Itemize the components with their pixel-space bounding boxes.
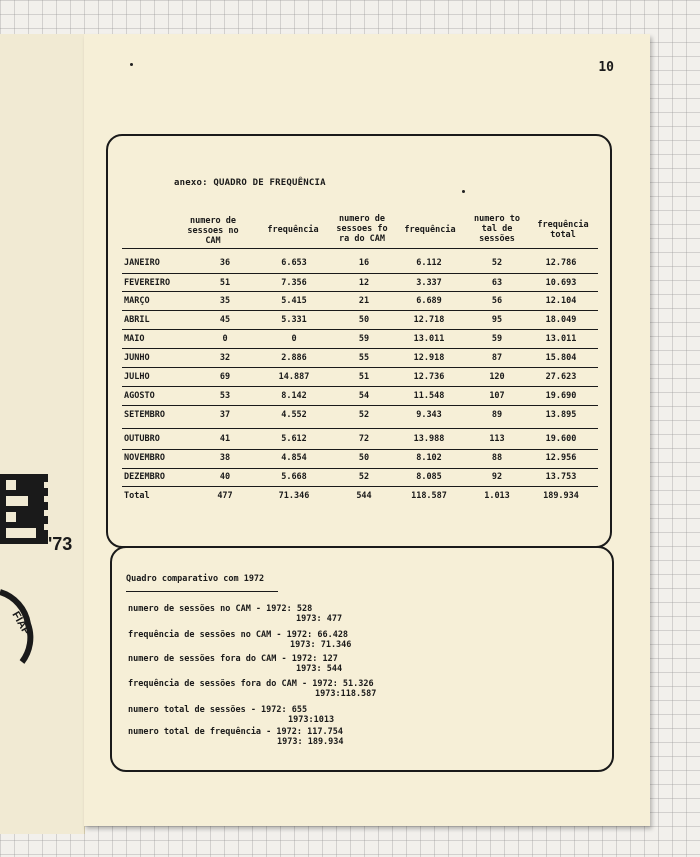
- header-line: sessoes no: [187, 226, 239, 236]
- month-cell: JANEIRO: [124, 258, 160, 268]
- table-rule: [122, 248, 598, 249]
- sessions-total-cell: 107: [489, 391, 505, 401]
- sessions-fora-cell: 55: [358, 353, 370, 363]
- sessions-cam-cell: 35: [219, 296, 231, 306]
- sessions-total-cell: 63: [491, 278, 503, 288]
- freq-fora-cell: 12.736: [413, 372, 445, 382]
- sessions-total-cell: 1.013: [484, 491, 510, 501]
- sessions-fora-cell: 59: [358, 334, 370, 344]
- freq-cam-cell: 14.887: [278, 372, 310, 382]
- freq-fora-cell: 11.548: [413, 391, 445, 401]
- sessions-total-cell: 87: [491, 353, 503, 363]
- freq-cam-cell: 0: [291, 334, 297, 344]
- freq-total-cell: 12.786: [545, 258, 577, 268]
- header-total-sessoes: [464, 214, 530, 244]
- festival-logo: [0, 474, 80, 684]
- sessions-cam-cell: 41: [219, 434, 231, 444]
- page-number: 10: [598, 60, 614, 75]
- freq-total-cell: 13.011: [545, 334, 577, 344]
- header-sessoes-fora: [326, 214, 398, 244]
- document-page: [84, 34, 650, 826]
- svg-text:'73: '73: [48, 534, 73, 554]
- sessions-fora-cell: 52: [358, 410, 370, 420]
- freq-fora-cell: 8.085: [416, 472, 442, 482]
- comparison-sub: 1973: 544: [296, 664, 343, 674]
- comparison-line: numero de sessões no CAM - 1972: 528: [128, 604, 313, 614]
- header-sessoes-no-cam: [178, 216, 248, 246]
- svg-text:FIAF: FIAF: [9, 609, 33, 637]
- month-cell: NOVEMBRO: [124, 453, 165, 463]
- header-freq-fora: frequência: [404, 225, 456, 235]
- freq-cam-cell: 6.653: [281, 258, 307, 268]
- total-row: [122, 487, 598, 505]
- sessions-cam-cell: 0: [222, 334, 228, 344]
- freq-fora-cell: 12.718: [413, 315, 445, 325]
- freq-total-cell: 13.895: [545, 410, 577, 420]
- comparison-line: numero total de sessões - 1972: 655: [128, 705, 308, 715]
- header-line: ra do CAM: [338, 234, 386, 244]
- table-row: [122, 274, 598, 292]
- sessions-fora-cell: 50: [358, 453, 370, 463]
- comparison-line: frequência de sessões no CAM - 1972: 66.428: [128, 630, 349, 640]
- month-cell: JULHO: [124, 372, 150, 382]
- table-row: [122, 387, 598, 405]
- table-row: [122, 330, 598, 348]
- table-row: [122, 254, 598, 272]
- table-row: [122, 349, 598, 367]
- freq-fora-cell: 12.918: [413, 353, 445, 363]
- sessions-total-cell: 120: [489, 372, 505, 382]
- freq-fora-cell: 9.343: [416, 410, 442, 420]
- sessions-total-cell: 95: [491, 315, 503, 325]
- sessions-cam-cell: 51: [219, 278, 231, 288]
- sessions-total-cell: 59: [491, 334, 503, 344]
- month-cell: JUNHO: [124, 353, 150, 363]
- sessions-fora-cell: 52: [358, 472, 370, 482]
- freq-total-cell: 18.049: [545, 315, 577, 325]
- header-line: sessões: [479, 234, 515, 244]
- freq-cam-cell: 5.612: [281, 434, 307, 444]
- freq-fora-cell: 6.112: [416, 258, 442, 268]
- sessions-cam-cell: 37: [219, 410, 231, 420]
- sessions-total-cell: 113: [489, 434, 505, 444]
- comparison-line: frequência de sessões fora do CAM - 1972: 51.326: [128, 679, 374, 689]
- header-line: numero to: [473, 214, 521, 224]
- freq-total-cell: 15.804: [545, 353, 577, 363]
- table-row: [122, 368, 598, 386]
- freq-cam-cell: 7.356: [281, 278, 307, 288]
- sessions-total-cell: 52: [491, 258, 503, 268]
- freq-fora-cell: 13.988: [413, 434, 445, 444]
- table-rule: [122, 428, 598, 429]
- sessions-cam-cell: 36: [219, 258, 231, 268]
- header-line: numero de: [338, 214, 386, 224]
- table-row: [122, 430, 598, 448]
- sessions-cam-cell: 38: [219, 453, 231, 463]
- freq-total-cell: 12.104: [545, 296, 577, 306]
- sessions-fora-cell: 12: [358, 278, 370, 288]
- comparison-title: Quadro comparativo com 1972: [126, 574, 265, 584]
- sessions-cam-cell: 45: [219, 315, 231, 325]
- freq-cam-cell: 5.331: [281, 315, 307, 325]
- sessions-total-cell: 89: [491, 410, 503, 420]
- freq-total-cell: 12.956: [545, 453, 577, 463]
- table-row: [122, 311, 598, 329]
- freq-fora-cell: 13.011: [413, 334, 445, 344]
- freq-fora-cell: 118.587: [411, 491, 447, 501]
- comparison-box: [110, 546, 614, 772]
- freq-cam-cell: 5.668: [281, 472, 307, 482]
- sessions-total-cell: 88: [491, 453, 503, 463]
- sessions-cam-cell: 477: [217, 491, 233, 501]
- table-row: [122, 468, 598, 486]
- sessions-fora-cell: 544: [356, 491, 372, 501]
- comparison-sub: 1973:1013: [288, 715, 335, 725]
- month-cell: MAIO: [124, 334, 145, 344]
- title-underline: [126, 591, 278, 592]
- sessions-cam-cell: 53: [219, 391, 231, 401]
- annex-title: anexo: QUADRO DE FREQUÊNCIA: [174, 178, 326, 188]
- month-cell: OUTUBRO: [124, 434, 160, 444]
- sessions-fora-cell: 54: [358, 391, 370, 401]
- month-cell: MARÇO: [124, 296, 150, 306]
- comparison-line: numero total de frequência - 1972: 117.754: [128, 727, 343, 737]
- header-line: CAM: [205, 236, 221, 246]
- freq-total-cell: 10.693: [545, 278, 577, 288]
- comparison-sub: 1973: 477: [296, 614, 343, 624]
- freq-cam-cell: 8.142: [281, 391, 307, 401]
- sessions-fora-cell: 72: [358, 434, 370, 444]
- header-line: tal de: [481, 224, 513, 234]
- freq-cam-cell: 5.415: [281, 296, 307, 306]
- freq-cam-cell: 4.552: [281, 410, 307, 420]
- header-line: sessoes fo: [336, 224, 388, 234]
- adjacent-page: [0, 34, 85, 834]
- freq-total-cell: 27.623: [545, 372, 577, 382]
- table-row: [122, 292, 598, 310]
- header-line: frequência: [537, 220, 589, 230]
- freq-cam-cell: 71.346: [278, 491, 310, 501]
- comparison-sub: 1973: 71.346: [290, 640, 352, 650]
- comparison-sub: 1973: 189.934: [277, 737, 344, 747]
- header-line: numero de: [189, 216, 237, 226]
- sessions-total-cell: 92: [491, 472, 503, 482]
- header-freq-total: [530, 220, 596, 240]
- table-row: [122, 449, 598, 467]
- speck: [130, 63, 133, 66]
- freq-cam-cell: 2.886: [281, 353, 307, 363]
- header-line: total: [550, 230, 576, 240]
- sessions-cam-cell: 32: [219, 353, 231, 363]
- comparison-sub: 1973:118.587: [315, 689, 377, 699]
- sessions-fora-cell: 51: [358, 372, 370, 382]
- month-cell: FEVEREIRO: [124, 278, 171, 288]
- freq-total-cell: 19.690: [545, 391, 577, 401]
- freq-fora-cell: 6.689: [416, 296, 442, 306]
- sessions-fora-cell: 21: [358, 296, 370, 306]
- table-row: [122, 406, 598, 424]
- header-freq-no-cam: frequência: [267, 225, 319, 235]
- sessions-total-cell: 56: [491, 296, 503, 306]
- sessions-cam-cell: 69: [219, 372, 231, 382]
- freq-fora-cell: 8.102: [416, 453, 442, 463]
- month-cell: SETEMBRO: [124, 410, 165, 420]
- freq-total-cell: 19.600: [545, 434, 577, 444]
- month-cell: ABRIL: [124, 315, 150, 325]
- freq-cam-cell: 4.854: [281, 453, 307, 463]
- sessions-cam-cell: 40: [219, 472, 231, 482]
- total-label: Total: [124, 491, 150, 501]
- freq-fora-cell: 3.337: [416, 278, 442, 288]
- month-cell: AGOSTO: [124, 391, 155, 401]
- frequency-table-box: [106, 134, 612, 548]
- comparison-line: numero de sessões fora do CAM - 1972: 127: [128, 654, 338, 664]
- month-cell: DEZEMBRO: [124, 472, 165, 482]
- freq-total-cell: 189.934: [543, 491, 579, 501]
- freq-total-cell: 13.753: [545, 472, 577, 482]
- sessions-fora-cell: 16: [358, 258, 370, 268]
- sessions-fora-cell: 50: [358, 315, 370, 325]
